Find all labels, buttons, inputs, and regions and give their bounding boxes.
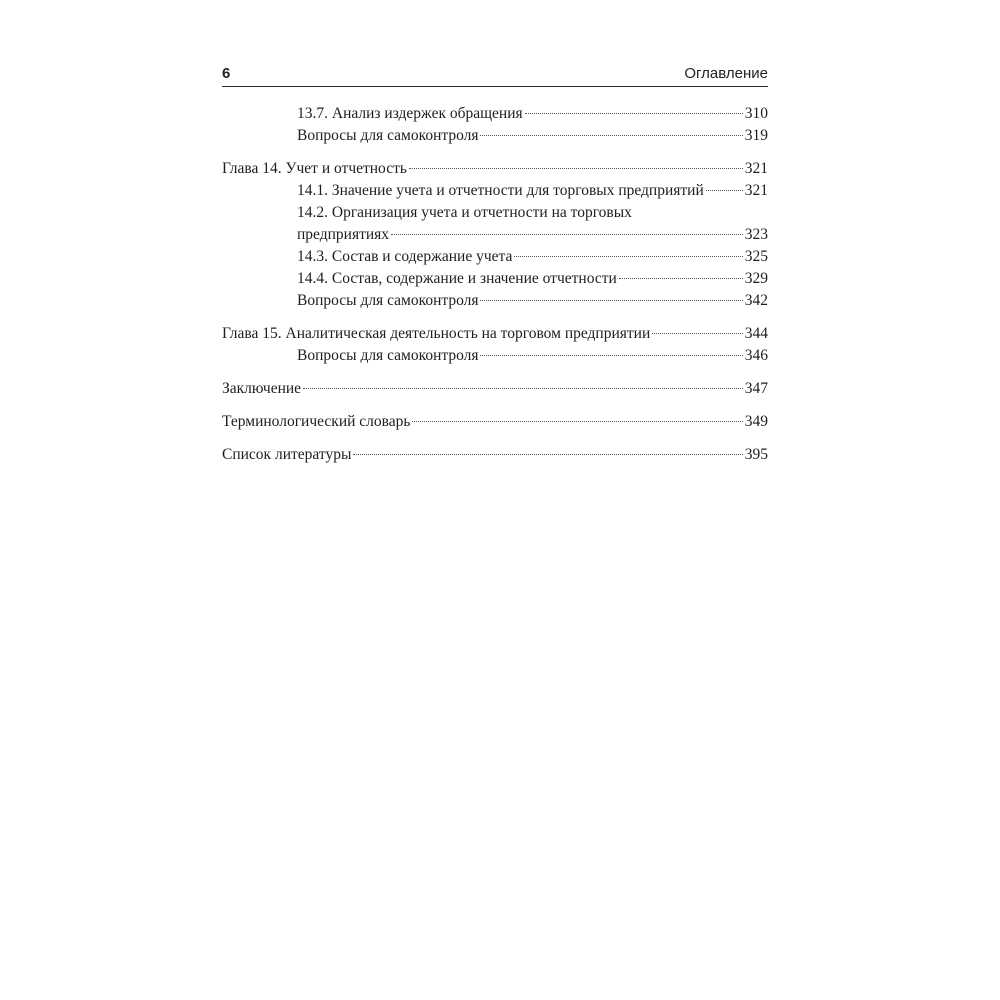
toc-entry-13-7 (222, 103, 768, 125)
toc-entry-page: 349 (744, 413, 768, 430)
dot-leader (652, 333, 742, 334)
toc-entry-title-line-1: 14.2. Организация учета и отчетности на торговых (297, 204, 632, 221)
toc-entry-title-line-2: предприятиях (297, 226, 390, 243)
toc-entry-14-4 (222, 268, 768, 290)
toc-entry-page: 347 (744, 380, 768, 397)
toc-entry-page: 321 (744, 160, 768, 177)
toc-entry-glossary (222, 411, 768, 433)
table-of-contents (222, 103, 768, 466)
toc-entry-title: 14.1. Значение учета и отчетности для торговых предприятий (297, 182, 704, 199)
toc-entry-title: 13.7. Анализ издержек обращения (297, 105, 523, 122)
page-number: 6 (222, 65, 231, 82)
toc-entry-title: Заключение (222, 380, 302, 397)
toc-entry-14-1 (222, 180, 768, 202)
toc-entry-title: Глава 15. Аналитическая деятельность на торговом предприятии (222, 325, 651, 342)
toc-entry-page: 395 (744, 446, 768, 463)
toc-entry-title: Глава 14. Учет и отчетность (222, 160, 407, 177)
toc-entry-page: 310 (744, 105, 768, 122)
dot-leader (480, 300, 742, 301)
dot-leader (391, 234, 743, 235)
toc-entry-page: 321 (744, 182, 768, 199)
page-header (222, 64, 768, 87)
toc-entry-title: Вопросы для самоконтроля (297, 347, 479, 364)
dot-leader (525, 113, 743, 114)
toc-entry-page: 325 (744, 248, 768, 265)
toc-entry-title: Терминологический словарь (222, 413, 411, 430)
dot-leader (514, 256, 742, 257)
dot-leader (480, 135, 742, 136)
toc-entry-page: 346 (744, 347, 768, 364)
toc-entry-14-2 (222, 202, 768, 246)
dot-leader (480, 355, 742, 356)
toc-entry-title: 14.3. Состав и содержание учета (297, 248, 513, 265)
dot-leader (619, 278, 743, 279)
toc-entry-page: 319 (744, 127, 768, 144)
toc-entry-title: Вопросы для самоконтроля (297, 292, 479, 309)
toc-entry-chapter-14 (222, 158, 768, 180)
toc-entry-page: 329 (744, 270, 768, 287)
toc-entry-bibliography (222, 444, 768, 466)
toc-entry-conclusion (222, 378, 768, 400)
dot-leader (353, 454, 742, 455)
toc-entry-review-questions-15 (222, 345, 768, 367)
toc-entry-title: Вопросы для самоконтроля (297, 127, 479, 144)
dot-leader (706, 190, 743, 191)
dot-leader (412, 421, 742, 422)
toc-entry-review-questions-14 (222, 290, 768, 312)
toc-entry-title: Список литературы (222, 446, 352, 463)
toc-entry-page: 323 (744, 226, 768, 243)
toc-entry-review-questions-13 (222, 125, 768, 147)
toc-entry-page: 342 (744, 292, 768, 309)
toc-entry-chapter-15 (222, 323, 768, 345)
running-title: Оглавление (684, 65, 768, 82)
dot-leader (303, 388, 743, 389)
toc-entry-title: 14.4. Состав, содержание и значение отчетности (297, 270, 617, 287)
toc-entry-14-3 (222, 246, 768, 268)
dot-leader (409, 168, 743, 169)
toc-entry-page: 344 (744, 325, 768, 342)
